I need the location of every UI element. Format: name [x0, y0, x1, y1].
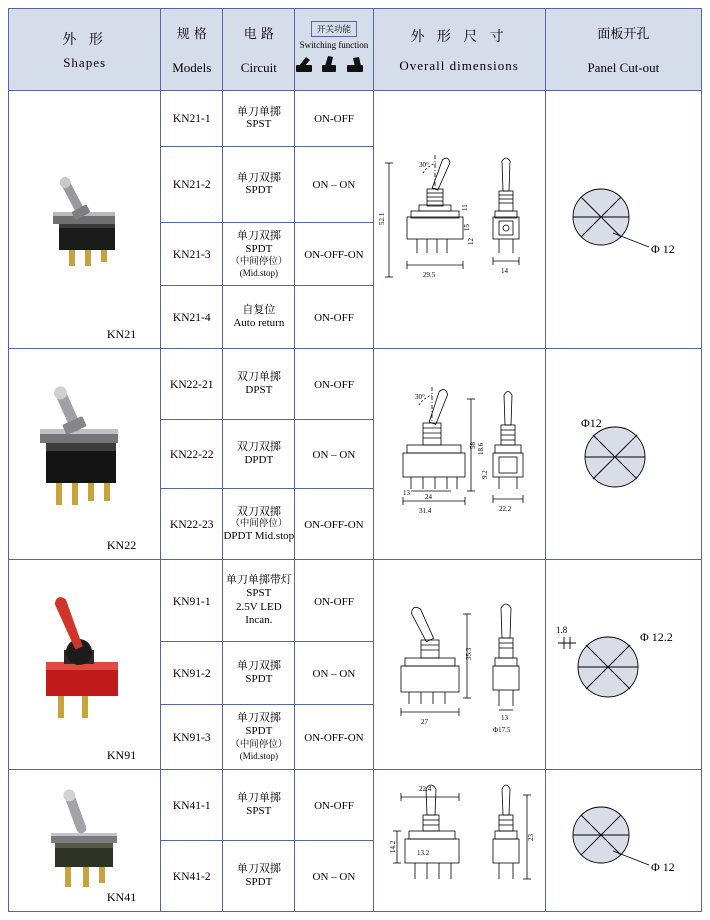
- table-header: [9, 9, 702, 91]
- header-dims-en: Overall dimensions: [399, 57, 519, 73]
- header-cutout-cn: 面板开孔: [597, 27, 650, 42]
- header-shapes-cn: 外 形: [62, 31, 107, 48]
- circuit-line: SPDT: [245, 184, 273, 197]
- function-cell: [295, 560, 373, 641]
- circuit-line: SPDT: [245, 242, 273, 255]
- circuit-line: DPDT Mid.stop: [223, 530, 295, 543]
- header-switching-cn: 开关功能: [311, 21, 357, 37]
- header-circuit-cn: 电 路: [243, 27, 274, 42]
- svg-text:13.2: 13.2: [417, 849, 430, 858]
- svg-text:18.6: 18.6: [477, 442, 486, 456]
- circuit-cell: [223, 641, 295, 704]
- header-circuit: [223, 9, 295, 91]
- panel-cutout-kn22: [545, 349, 701, 560]
- function-label: ON – ON: [312, 449, 356, 462]
- model-label: KN41-2: [172, 870, 211, 883]
- function-label: ON – ON: [312, 179, 356, 192]
- model-label: KN22-21: [170, 379, 214, 392]
- shape-cell-kn91: [9, 560, 161, 769]
- table-row: [9, 91, 702, 147]
- table-row: [9, 560, 702, 641]
- model-cell: [161, 489, 223, 560]
- svg-text:30°: 30°: [419, 160, 429, 169]
- circuit-line: （中间停位）: [230, 518, 288, 530]
- circuit-cell: [223, 420, 295, 489]
- cutout-label: Φ 12: [651, 860, 676, 875]
- svg-text:58: 58: [469, 442, 478, 450]
- circuit-cell: [223, 146, 295, 222]
- svg-text:31.4: 31.4: [419, 507, 432, 516]
- function-cell: [295, 91, 373, 147]
- function-cell: [295, 840, 373, 911]
- shape-cell-kn21: [9, 91, 161, 349]
- svg-text:Φ17.5: Φ17.5: [493, 725, 511, 734]
- svg-text:11: 11: [461, 203, 470, 211]
- table-body: [9, 91, 702, 912]
- table-row: [9, 349, 702, 420]
- circuit-line: 单刀双掷: [236, 711, 281, 725]
- switch-spec-table: [8, 8, 702, 912]
- model-cell: [161, 420, 223, 489]
- model-label: KN22-23: [170, 519, 214, 532]
- model-cell: [161, 349, 223, 420]
- table-row: [9, 769, 702, 840]
- switch-photo-kn41: [9, 770, 160, 911]
- circuit-cell: [223, 286, 295, 349]
- circuit-line: 2.5V LED: [236, 600, 282, 613]
- function-label: ON-OFF: [314, 379, 354, 392]
- dimension-drawing-kn41: [373, 769, 545, 911]
- circuit-cell: [223, 349, 295, 420]
- model-cell: [161, 704, 223, 769]
- circuit-line: SPST: [246, 804, 272, 817]
- model-label: KN21-4: [172, 312, 211, 325]
- function-cell: [295, 286, 373, 349]
- model-cell: [161, 146, 223, 222]
- function-label: ON-OFF-ON: [304, 519, 364, 532]
- function-label: ON – ON: [312, 667, 356, 680]
- circuit-cell: [223, 223, 295, 286]
- svg-text:15: 15: [463, 223, 472, 231]
- svg-text:14: 14: [501, 266, 509, 275]
- circuit-line: 单刀双掷: [236, 228, 281, 242]
- circuit-line: （中间停位）: [230, 256, 288, 268]
- circuit-line: DPST: [245, 384, 273, 397]
- svg-text:9.2: 9.2: [481, 470, 490, 480]
- function-cell: [295, 223, 373, 286]
- dimension-drawing-kn91: [373, 560, 545, 769]
- function-label: ON-OFF: [314, 799, 354, 812]
- model-cell: [161, 286, 223, 349]
- switch-photo-kn22: [9, 349, 160, 559]
- panel-cutout-kn21: [545, 91, 701, 349]
- model-label: KN91-3: [172, 731, 211, 744]
- toggle-switch-icons: [295, 54, 372, 76]
- svg-text:35.3: 35.3: [465, 647, 474, 660]
- circuit-cell: [223, 489, 295, 560]
- cutout-label: Φ 12.2: [640, 629, 674, 644]
- circuit-line: 双刀双掷: [236, 504, 281, 518]
- svg-text:14.2: 14.2: [389, 841, 398, 854]
- circuit-line: SPDT: [245, 672, 273, 685]
- function-cell: [295, 489, 373, 560]
- shape-label-kn22: KN22: [106, 538, 137, 553]
- panel-cutout-kn91: [545, 560, 701, 769]
- switch-photo-kn91: [9, 560, 160, 768]
- circuit-line: 单刀双掷: [236, 862, 281, 876]
- circuit-cell: [223, 704, 295, 769]
- header-models: [161, 9, 223, 91]
- svg-text:23: 23: [527, 834, 536, 842]
- header-models-en: Models: [172, 60, 212, 75]
- function-label: ON-OFF-ON: [304, 249, 364, 262]
- header-cutout-en: Panel Cut-out: [587, 60, 660, 75]
- cutout-label: Φ 12: [651, 241, 676, 256]
- function-cell: [295, 420, 373, 489]
- circuit-line: SPDT: [245, 725, 273, 738]
- model-cell: [161, 560, 223, 641]
- function-label: ON-OFF-ON: [304, 731, 364, 744]
- header-dims-cn: 外 形 尺 寸: [410, 28, 508, 45]
- circuit-line: Auto return: [233, 317, 285, 330]
- circuit-line: SPST: [246, 118, 272, 131]
- shape-label-kn41: KN41: [106, 890, 137, 904]
- switch-photo-kn21: [9, 91, 160, 348]
- circuit-line: 单刀双掷: [236, 170, 281, 184]
- circuit-cell: [223, 769, 295, 840]
- header-models-cn: 规 格: [176, 27, 207, 42]
- shape-cell-kn41: [9, 769, 161, 911]
- model-label: KN22-22: [170, 449, 214, 462]
- header-panel-cutout: [545, 9, 701, 91]
- thickness-label: 1.8: [556, 624, 568, 635]
- shape-label-kn91: KN91: [106, 747, 137, 762]
- function-cell: [295, 641, 373, 704]
- circuit-line: 双刀双掷: [236, 440, 281, 454]
- circuit-line: (Mid.stop): [239, 268, 278, 279]
- svg-text:22.4: 22.4: [419, 785, 432, 794]
- function-label: ON-OFF: [314, 312, 354, 325]
- svg-text:52.1: 52.1: [378, 212, 387, 225]
- function-cell: [295, 769, 373, 840]
- model-cell: [161, 769, 223, 840]
- header-shapes: [9, 9, 161, 91]
- model-label: KN41-1: [172, 799, 211, 812]
- dimension-drawing-kn21: [373, 91, 545, 349]
- svg-text:29.5: 29.5: [423, 270, 436, 279]
- svg-text:13: 13: [403, 489, 411, 498]
- circuit-line: DPDT: [244, 454, 274, 467]
- function-cell: [295, 704, 373, 769]
- cutout-label: Φ12: [581, 416, 603, 431]
- function-label: ON-OFF: [314, 595, 354, 608]
- shape-label-kn21: KN21: [106, 327, 137, 342]
- dimension-drawing-kn22: [373, 349, 545, 560]
- header-shapes-en: Shapes: [63, 54, 107, 70]
- model-cell: [161, 641, 223, 704]
- panel-cutout-kn41: [545, 769, 701, 911]
- header-switching-function: [295, 9, 373, 91]
- circuit-line: 单刀单掷带灯: [225, 573, 292, 587]
- model-label: KN91-1: [172, 595, 211, 608]
- svg-text:13: 13: [501, 713, 509, 722]
- circuit-line: 自复位: [242, 303, 276, 317]
- function-label: ON – ON: [312, 870, 356, 883]
- svg-text:12: 12: [467, 237, 476, 245]
- circuit-line: SPDT: [245, 875, 273, 888]
- circuit-line: 双刀单掷: [236, 370, 281, 384]
- svg-text:22.2: 22.2: [499, 505, 512, 514]
- model-label: KN91-2: [172, 667, 211, 680]
- header-overall-dimensions: [373, 9, 545, 91]
- model-label: KN21-1: [172, 113, 211, 126]
- function-cell: [295, 146, 373, 222]
- circuit-line: SPST: [246, 586, 272, 599]
- circuit-cell: [223, 840, 295, 911]
- function-label: ON-OFF: [314, 113, 354, 126]
- circuit-cell: [223, 560, 295, 641]
- model-label: KN21-3: [172, 249, 211, 262]
- circuit-line: 单刀双掷: [236, 658, 281, 672]
- svg-text:30°: 30°: [415, 393, 425, 402]
- header-switching-en: Switching function: [299, 40, 369, 50]
- circuit-line: 单刀单掷: [236, 790, 281, 804]
- circuit-cell: [223, 91, 295, 147]
- svg-text:24: 24: [425, 493, 433, 502]
- model-cell: [161, 840, 223, 911]
- circuit-line: (Mid.stop): [239, 750, 278, 761]
- header-circuit-en: Circuit: [240, 60, 277, 75]
- circuit-line: 单刀单掷: [236, 104, 281, 118]
- shape-cell-kn22: [9, 349, 161, 560]
- circuit-line: Incan.: [245, 614, 273, 627]
- model-label: KN21-2: [172, 179, 211, 192]
- svg-text:27: 27: [421, 717, 429, 726]
- circuit-line: （中间停位）: [230, 738, 288, 750]
- model-cell: [161, 223, 223, 286]
- model-cell: [161, 91, 223, 147]
- function-cell: [295, 349, 373, 420]
